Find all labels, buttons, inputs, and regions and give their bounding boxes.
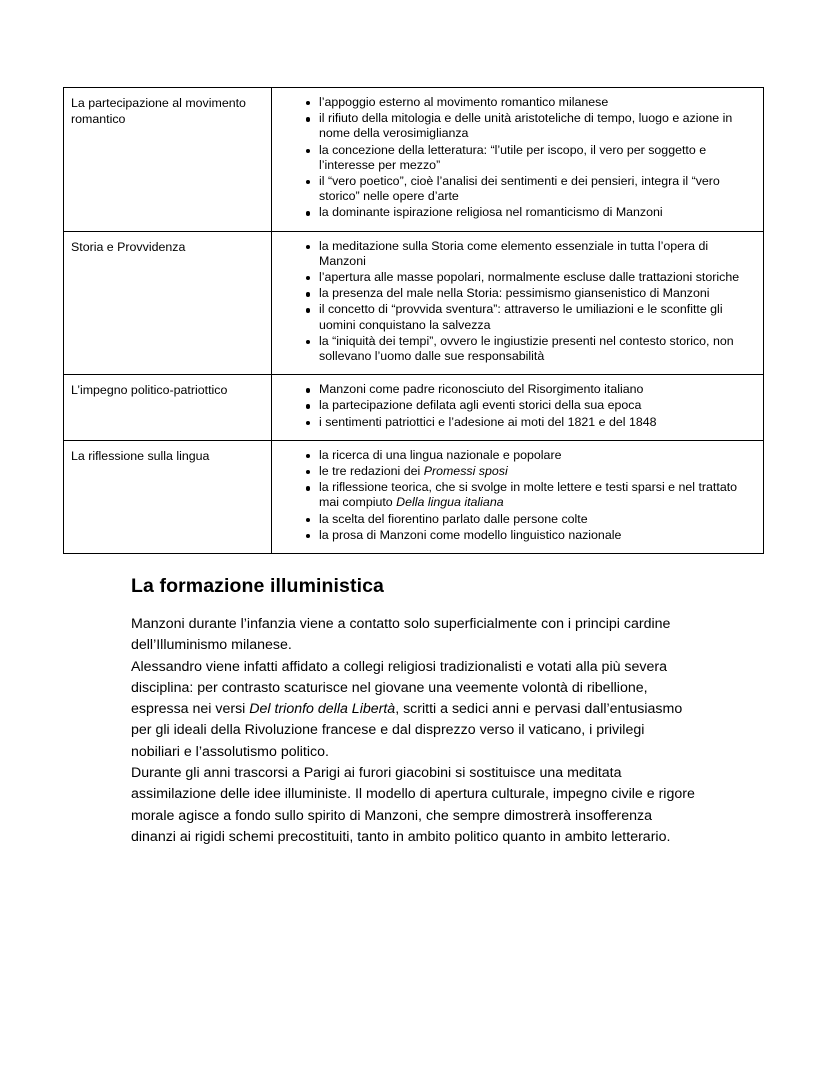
points-list	[272, 239, 755, 365]
table-cell-topic	[64, 88, 272, 232]
list-item-text: le tre redazioni dei	[319, 464, 424, 479]
points-wrapper	[272, 232, 763, 375]
topic-label: La partecipazione al movimento romantico	[71, 96, 246, 126]
list-item-text: la “iniquità dei tempi”, ovvero le ingiustizie presenti nel contesto storico, non sollevano l’uomo dalle sue responsabilità	[319, 333, 734, 364]
section-formazione-illuministica	[131, 575, 697, 848]
table-cell-points	[272, 231, 764, 375]
list-item	[272, 415, 755, 430]
list-item-text: Manzoni come padre riconosciuto del Risorgimento italiano	[319, 382, 644, 397]
table-row	[64, 231, 764, 375]
table-cell-topic	[64, 375, 272, 441]
table-cell-points	[272, 440, 764, 553]
list-item-text: la scelta del fiorentino parlato dalle persone colte	[319, 511, 588, 526]
topic-label: La riflessione sulla lingua	[71, 448, 210, 463]
list-item-text: la riflessione teorica, che si svolge in molte lettere e testi sparsi e nel trattato mai compiuto	[319, 480, 738, 510]
list-item	[272, 143, 755, 173]
list-item-text: la prosa di Manzoni come modello linguistico nazionale	[319, 527, 622, 542]
list-item	[272, 512, 755, 527]
list-item-text: la meditazione sulla Storia come elemento essenziale in tutta l’opera di Manzoni	[319, 238, 709, 268]
topic-label: L’impegno politico-patriottico	[71, 383, 228, 398]
list-item-text: la dominante ispirazione religiosa nel romanticismo di Manzoni	[319, 205, 663, 220]
list-item-text: il “vero poetico”, cioè l’analisi dei sentimenti e dei pensieri, integra il “vero storico” nelle opere d’arte	[319, 174, 720, 204]
table-row	[64, 375, 764, 441]
paragraph-text: Manzoni durante l’infanzia viene a contatto solo superficialmente con i principi cardine dell’Illuminismo milanese.	[131, 616, 671, 654]
table-row	[64, 88, 764, 232]
list-item	[272, 270, 755, 285]
paragraph-title-italic: Del trionfo della Libertà	[249, 701, 396, 718]
list-item	[272, 480, 755, 510]
topic-label: Storia e Provvidenza	[71, 239, 186, 254]
list-item	[272, 464, 755, 479]
points-list	[272, 95, 755, 221]
list-item-text: la concezione della letteratura: “l’utile per iscopo, il vero per soggetto e l’interesse per mezzo”	[319, 142, 707, 172]
list-item	[272, 174, 755, 204]
body-paragraph	[131, 763, 697, 848]
paragraph-text-after: , scritti a sedici anni e pervasi dall’entusiasmo per gli ideali della Rivoluzione francese e dal disprezzo verso il vaticano, i privilegi nobiliari e l’assolutismo politico.	[131, 701, 683, 760]
manzoni-themes-table	[63, 87, 764, 554]
points-wrapper	[272, 375, 763, 440]
table-row	[64, 440, 764, 553]
list-item	[272, 302, 755, 332]
list-item-text: l’apertura alle masse popolari, normalmente escluse dalle trattazioni storiche	[319, 270, 740, 285]
table-cell-topic	[64, 440, 272, 553]
table-cell-points	[272, 375, 764, 441]
points-wrapper	[272, 88, 763, 231]
list-item-text: i sentimenti patriottici e l’adesione ai moti del 1821 e del 1848	[319, 414, 657, 429]
table-body	[64, 88, 764, 554]
list-item	[272, 528, 755, 543]
list-item	[272, 205, 755, 220]
paragraph-text: Alessandro viene infatti affidato a collegi religiosi tradizionalisti e votati alla più severa disciplina: per contrasto scaturisce nel giovane una veemente volontà di ribellione, espressa nei versi	[131, 658, 668, 718]
points-list	[272, 448, 755, 543]
list-item	[272, 448, 755, 463]
list-item-text: il rifiuto della mitologia e delle unità aristoteliche di tempo, luogo e azione in nome della verosimiglianza	[319, 111, 733, 141]
list-item	[272, 286, 755, 301]
table-cell-points	[272, 88, 764, 232]
points-list	[272, 382, 755, 430]
list-item	[272, 111, 755, 141]
section-heading: La formazione illuministica	[131, 575, 385, 597]
list-item-text: la ricerca di una lingua nazionale e popolare	[319, 447, 562, 462]
list-item-title-italic: Promessi sposi	[423, 464, 508, 479]
body-paragraph	[131, 657, 697, 763]
list-item-text: la presenza del male nella Storia: pessimismo giansenistico di Manzoni	[319, 286, 710, 301]
list-item-text: la partecipazione defilata agli eventi storici della sua epoca	[319, 398, 642, 413]
points-wrapper	[272, 441, 763, 553]
table-cell-topic	[64, 231, 272, 375]
list-item	[272, 334, 755, 364]
paragraph-text: Durante gli anni trascorsi a Parigi ai furori giacobini si sostituisce una meditata assimilazione delle idee illuministe. Il modello di apertura culturale, impegno civile e rigore morale agisce a fondo sullo spirito di Manzoni, che sempre dimostrerà insofferenza dinanzi ai rigidi schemi precostituiti, tanto in ambito politico quanto in ambito letterario.	[131, 765, 695, 845]
list-item	[272, 398, 755, 413]
list-item	[272, 382, 755, 397]
list-item-title-italic: Della lingua italiana	[396, 495, 504, 510]
list-item	[272, 239, 755, 269]
section-body	[131, 614, 697, 848]
body-paragraph	[131, 614, 697, 657]
list-item	[272, 95, 755, 110]
list-item-text: il concetto di “provvida sventura”: attraverso le umiliazioni e le sconfitte gli uomini conquistano la salvezza	[319, 302, 723, 332]
list-item-text: l’appoggio esterno al movimento romantico milanese	[319, 95, 609, 109]
